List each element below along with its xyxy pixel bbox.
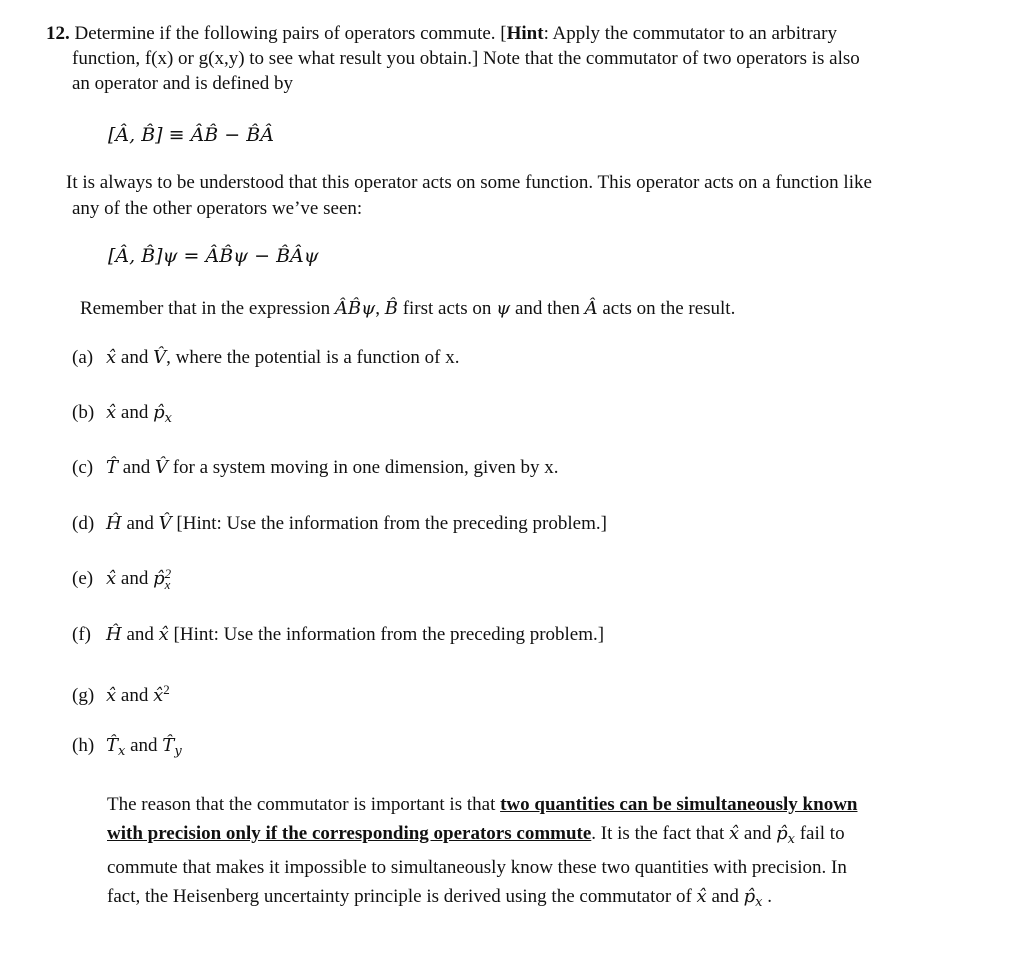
item-a: (a) x̂ and V̂, where the potential is a function of x.	[72, 347, 460, 368]
hint-label: Hint	[506, 23, 544, 44]
commutator-definition: [Â, B̂] ≡ ÂB̂ − B̂Â	[108, 124, 274, 146]
key-statement-part-2: with precision only if the corresponding operators commute	[107, 822, 592, 844]
intro-text-a: Determine if the following pairs of operators commute. [	[74, 23, 507, 44]
problem-intro	[46, 21, 986, 46]
operator-b: B̂	[384, 298, 398, 319]
item-h: (h) $T̂_x$ and $T̂_y$	[72, 735, 182, 759]
intro-text-b: : Apply the commutator to an arbitrary	[543, 23, 837, 44]
closing-line-2: with precision only if the corresponding operators commute. It is the fact that x̂ and $p̂_x$ fail to	[107, 822, 845, 847]
commutator-acting: [Â, B̂]ψ = ÂB̂ψ − B̂Âψ	[108, 245, 319, 267]
psi-symbol: ψ	[496, 298, 511, 319]
item-e: (e) x̂ and p̂ 2 x	[72, 566, 172, 592]
closing-line-3: commute that makes it impossible to simultaneously know these two quantities with precision. In	[107, 857, 847, 878]
item-c: (c) T̂ and V̂ for a system moving in one dimension, given by x.	[72, 457, 559, 478]
expression-abpsi: ÂB̂ψ	[334, 298, 376, 319]
problem-line-2: function, f(x) or g(x,y) to see what result you obtain.] Note that the commutator of two operators is also	[72, 48, 860, 69]
item-b: (b) x̂ and $p̂_x$	[72, 402, 172, 426]
explanation-line-2: any of the other operators we’ve seen:	[72, 198, 363, 219]
closing-line-1: The reason that the commutator is important is that two quantities can be simultaneously known	[107, 794, 858, 815]
operator-a: Â	[584, 298, 598, 319]
problem-number: 12.	[46, 23, 70, 44]
remember-note: Remember that in the expression ÂB̂ψ, B̂ first acts on ψ and then Â acts on the result.	[80, 298, 736, 319]
item-d: (d) Ĥ and V̂ [Hint: Use the information from the preceding problem.]	[72, 513, 607, 534]
closing-line-4: fact, the Heisenberg uncertainty principle is derived using the commutator of x̂ and $p̂_x$ .	[107, 885, 772, 910]
problem-line-3: an operator and is defined by	[72, 73, 294, 94]
closing-paragraph	[107, 791, 967, 917]
item-f: (f) Ĥ and x̂ [Hint: Use the information from the preceding problem.]	[72, 624, 605, 645]
explanation-line-1: It is always to be understood that this operator acts on some function. This operator acts on a function like	[66, 172, 872, 193]
item-g: (g) x̂ and x̂$^2$	[72, 682, 170, 706]
key-statement-part-1: two quantities can be simultaneously known	[500, 794, 858, 815]
